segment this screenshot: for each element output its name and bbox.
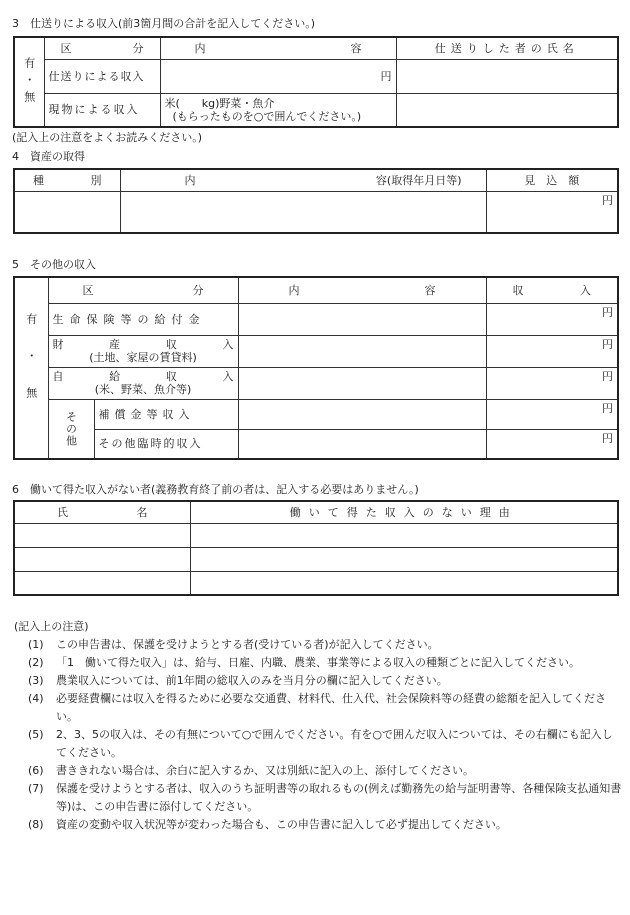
note-item: (7) 保護を受けようとする者は、収入のうち証明書等の取れるもの(例えば勤務先の給与証明書等、各種保険支払通知書等)は、この申告書に添付してください。	[28, 782, 622, 813]
section3-footnote: (記入上の注意をよくお読みください。)	[12, 131, 203, 144]
section6-heading: 6 働いて得た収入がない者(義務教育終了前の者は、記入する必要はありません。)	[12, 483, 419, 496]
section4-estimate-field[interactable]: 円	[486, 191, 618, 233]
section3-table	[13, 36, 619, 128]
section6-name-field-3[interactable]	[14, 571, 190, 595]
section4-type-field[interactable]	[14, 191, 120, 233]
section3-row2-label: 現物による収入	[44, 93, 160, 127]
section3-col-content: 内 容	[160, 37, 396, 59]
notes-title: (記入上の注意)	[14, 620, 89, 633]
note-item: (2) 「1 働いて得た収入」は、給与、日雇、内職、農業、事業等による収入の種類ごとに記入してください。	[28, 656, 580, 669]
section4-table	[13, 168, 619, 234]
section6-table	[13, 500, 619, 596]
section3-heading: 3 仕送りによる収入(前3箇月間の合計を記入してください。)	[12, 17, 316, 30]
section5-row1-content[interactable]	[238, 303, 486, 335]
section5-row4-income[interactable]: 円	[486, 399, 618, 429]
note-item: (3) 農業収入については、前1年間の総収入のみを当月分の欄に記入してください。	[28, 674, 448, 687]
section6-name-field-1[interactable]	[14, 523, 190, 547]
section5-row3-label: 自 給 収 入 (米、野菜、魚介等)	[48, 367, 238, 399]
section4-content-field[interactable]	[120, 191, 486, 233]
note-item: (1) この申告書は、保護を受けようとする者(受けている者)が記入してください。	[28, 638, 439, 651]
section5-col-category: 区 分	[48, 277, 238, 303]
section5-row5-income[interactable]: 円	[486, 429, 618, 459]
section5-row3-content[interactable]	[238, 367, 486, 399]
section5-col-content: 内 容	[238, 277, 486, 303]
section6-reason-field-3[interactable]	[190, 571, 618, 595]
section3-col-category: 区 分	[44, 37, 160, 59]
section5-row1-income[interactable]: 円	[486, 303, 618, 335]
section6-reason-field-2[interactable]	[190, 547, 618, 571]
section3-row1-label: 仕送りによる収入	[44, 59, 160, 93]
section5-table	[13, 276, 619, 460]
section3-row1-amount[interactable]: 円	[160, 59, 396, 93]
section5-row2-income[interactable]: 円	[486, 335, 618, 367]
notes-section	[14, 618, 622, 834]
section4-col-content: 内 容(取得年月日等)	[120, 169, 486, 191]
section5-row4-content[interactable]	[238, 399, 486, 429]
section4-heading: 4 資産の取得	[12, 150, 85, 163]
section5-row5-label: その他臨時的収入	[94, 429, 238, 459]
section6-name-field-2[interactable]	[14, 547, 190, 571]
section6-col-name: 氏 名	[14, 501, 190, 523]
section3-side-label: 有・無	[14, 37, 44, 127]
section5-col-income: 収 入	[486, 277, 618, 303]
section3-row1-name-field[interactable]	[396, 59, 618, 93]
section5-row5-content[interactable]	[238, 429, 486, 459]
section5-row4-label: 補償金等収入	[94, 399, 238, 429]
section3-row2-content[interactable]: 米( kg)野菜・魚介 (もらったものを○で囲んでください。)	[160, 93, 396, 127]
section4-col-estimate: 見 込 額	[486, 169, 618, 191]
note-item: (6) 書ききれない場合は、余白に記入するか、又は別紙に記入の上、添付してください。	[28, 764, 474, 777]
section3-col-name: 仕送りした者の氏名	[396, 37, 618, 59]
section5-side-label: 有・無	[14, 277, 48, 459]
section6-reason-field-1[interactable]	[190, 523, 618, 547]
section4-col-type: 種 別	[14, 169, 120, 191]
section6-col-reason: 働いて得た収入のない理由	[190, 501, 618, 523]
note-item: (4) 必要経費欄には収入を得るために必要な交通費、材料代、仕入代、社会保険料等の経費の総額を記入してください。	[28, 692, 606, 723]
section5-other-group: その他	[48, 399, 94, 459]
section5-heading: 5 その他の収入	[12, 258, 96, 271]
note-item: (5) 2、3、5の収入は、その有無について○で囲んでください。有を○で囲んだ収入については、その右欄にも記入してください。	[28, 728, 613, 759]
section5-row3-income[interactable]: 円	[486, 367, 618, 399]
section3-row2-name-field[interactable]	[396, 93, 618, 127]
section5-row2-label: 財 産 収 入 (土地、家屋の賃貸料)	[48, 335, 238, 367]
section5-row1-label: 生命保険等の給付金	[48, 303, 238, 335]
section5-row2-content[interactable]	[238, 335, 486, 367]
note-item: (8) 資産の変動や収入状況等が変わった場合も、この申告書に記入して必ず提出してください。	[28, 818, 507, 831]
